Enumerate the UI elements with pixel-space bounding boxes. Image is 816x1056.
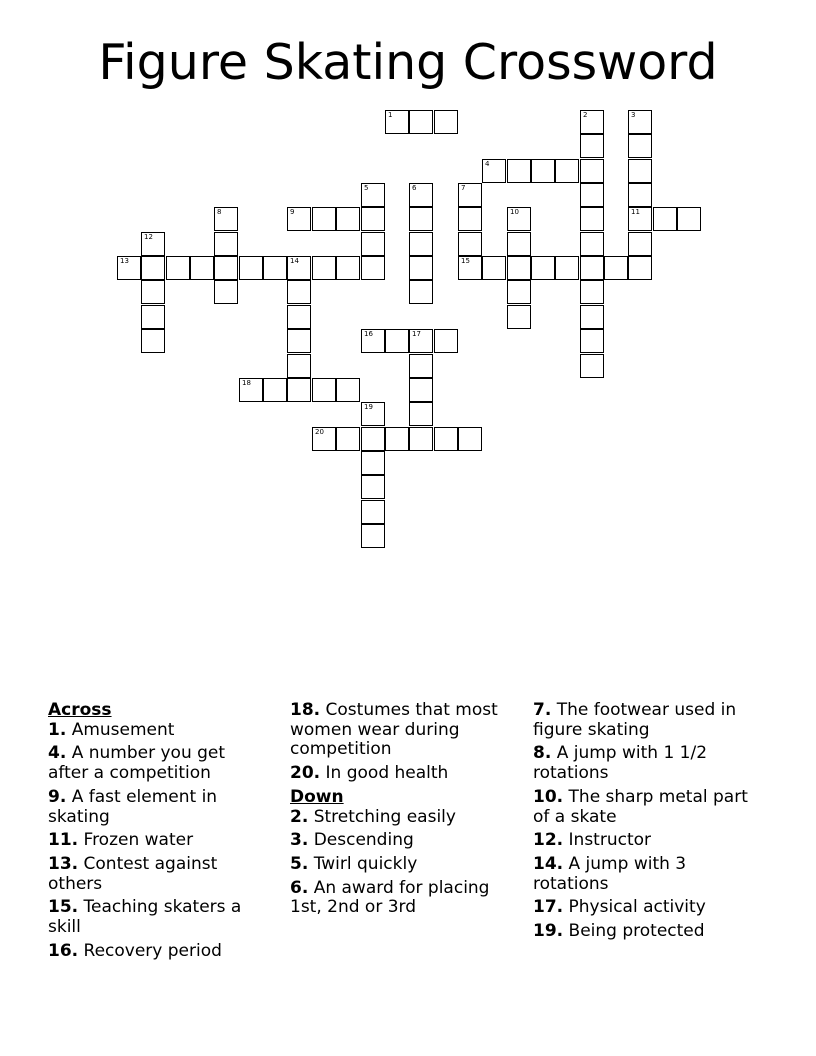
grid-cell[interactable] (458, 427, 482, 451)
clue-number: 16. (48, 940, 79, 961)
clue-across-1 (48, 721, 270, 741)
grid-cell[interactable] (677, 207, 701, 231)
clue-text: Physical activity (563, 897, 706, 918)
grid-cell[interactable] (361, 427, 385, 451)
puzzle-title: Figure Skating Crossword (98, 34, 718, 91)
grid-cell[interactable] (628, 134, 652, 158)
grid-cell[interactable] (580, 207, 604, 231)
clue-text: A jump with 3 rotations (533, 853, 687, 894)
grid-cell[interactable] (531, 159, 555, 183)
clue-number: 6. (290, 877, 309, 898)
cell-number: 18 (242, 379, 251, 387)
clue-across-20 (290, 764, 515, 784)
clue-down-7 (533, 701, 767, 740)
grid-cell[interactable] (580, 280, 604, 304)
grid-cell[interactable] (580, 134, 604, 158)
clue-number: 14. (533, 853, 564, 874)
clue-down-6 (290, 879, 515, 918)
grid-cell[interactable] (166, 256, 190, 280)
clue-across-13 (48, 855, 270, 894)
grid-cell[interactable] (336, 427, 360, 451)
clue-number: 5. (290, 853, 309, 874)
grid-cell[interactable] (628, 183, 652, 207)
grid-cell[interactable] (482, 159, 506, 183)
clue-across-16 (48, 942, 270, 962)
clue-number: 1. (48, 719, 67, 740)
grid-cell[interactable] (409, 280, 433, 304)
clue-across-18 (290, 701, 515, 760)
grid-cell[interactable] (653, 207, 677, 231)
grid-cell[interactable] (409, 256, 433, 280)
grid-cell[interactable] (580, 329, 604, 353)
grid-cell[interactable] (361, 524, 385, 548)
grid-cell[interactable] (312, 207, 336, 231)
cell-number: 20 (315, 428, 324, 436)
grid-cell[interactable] (409, 378, 433, 402)
grid-cell[interactable] (409, 232, 433, 256)
grid-cell[interactable] (409, 110, 433, 134)
clue-number: 4. (48, 743, 67, 764)
clue-text: The footwear used in figure skating (533, 700, 737, 740)
cell-number: 17 (412, 330, 421, 338)
grid-cell[interactable] (628, 159, 652, 183)
grid-cell[interactable] (287, 354, 311, 378)
clue-down-8 (533, 744, 767, 783)
clue-down-19 (533, 922, 767, 942)
clue-number: 13. (48, 853, 79, 874)
cell-number: 19 (364, 403, 373, 411)
grid-cell[interactable] (214, 207, 238, 231)
grid-cell[interactable] (580, 354, 604, 378)
grid-cell[interactable] (287, 329, 311, 353)
clue-number: 18. (290, 700, 321, 720)
grid-cell[interactable] (361, 451, 385, 475)
clue-down-17 (533, 898, 767, 918)
grid-cell[interactable] (580, 159, 604, 183)
grid-cell[interactable] (555, 159, 579, 183)
clue-text: Amusement (66, 719, 175, 740)
grid-cell[interactable] (287, 280, 311, 304)
grid-cell[interactable] (214, 256, 238, 280)
clue-text: Stretching easily (308, 806, 456, 827)
clue-across-9 (48, 788, 270, 827)
clue-text: An award for placing 1st, 2nd or 3rd (290, 877, 490, 918)
grid-cell[interactable] (604, 256, 628, 280)
grid-cell[interactable] (287, 378, 311, 402)
grid-cell[interactable] (190, 256, 214, 280)
cell-number: 1 (388, 111, 393, 119)
grid-cell[interactable] (287, 256, 311, 280)
clue-text: Instructor (563, 830, 652, 851)
clue-text: Twirl quickly (308, 853, 418, 874)
grid-cell[interactable] (385, 427, 409, 451)
grid-cell[interactable] (458, 183, 482, 207)
grid-cell[interactable] (409, 402, 433, 426)
clue-text: Costumes that most women wear during competition (290, 700, 498, 760)
clue-across-4 (48, 744, 270, 783)
clue-number: 15. (48, 897, 79, 918)
grid-cell[interactable] (312, 427, 336, 451)
grid-cell[interactable] (336, 256, 360, 280)
grid-cell[interactable] (263, 378, 287, 402)
clue-number: 17. (533, 897, 564, 918)
cell-number: 8 (217, 208, 222, 216)
cell-number: 6 (412, 184, 417, 192)
cell-number: 5 (364, 184, 369, 192)
grid-cell[interactable] (507, 305, 531, 329)
grid-cell[interactable] (141, 280, 165, 304)
grid-cell[interactable] (434, 427, 458, 451)
grid-cell[interactable] (239, 378, 263, 402)
cell-number: 7 (461, 184, 466, 192)
grid-cell[interactable] (336, 207, 360, 231)
cell-number: 4 (485, 160, 490, 168)
grid-cell[interactable] (287, 207, 311, 231)
clue-number: 10. (533, 786, 564, 807)
clue-down-12 (533, 831, 767, 851)
grid-cell[interactable] (409, 207, 433, 231)
clue-text: The sharp metal part of a skate (533, 786, 748, 827)
grid-cell[interactable] (361, 183, 385, 207)
clue-number: 8. (533, 743, 552, 764)
grid-cell[interactable] (385, 329, 409, 353)
grid-cell[interactable] (117, 256, 141, 280)
grid-cell[interactable] (482, 256, 506, 280)
cell-number: 9 (290, 208, 295, 216)
grid-cell[interactable] (580, 110, 604, 134)
grid-cell[interactable] (239, 256, 263, 280)
grid-cell[interactable] (336, 378, 360, 402)
grid-cell[interactable] (531, 256, 555, 280)
grid-cell[interactable] (361, 500, 385, 524)
grid-cell[interactable] (312, 256, 336, 280)
clues-column-3 (533, 701, 767, 946)
grid-cell[interactable] (287, 305, 311, 329)
clue-down-14 (533, 855, 767, 894)
grid-cell[interactable] (361, 475, 385, 499)
clue-text: A fast element in skating (48, 786, 218, 827)
clue-number: 20. (290, 763, 321, 784)
cell-number: 10 (510, 208, 519, 216)
grid-cell[interactable] (580, 256, 604, 280)
grid-cell[interactable] (141, 232, 165, 256)
clue-text: Frozen water (78, 830, 194, 851)
cell-number: 14 (290, 257, 299, 265)
clue-text: Teaching skaters a skill (48, 897, 242, 938)
clue-number: 3. (290, 830, 309, 851)
clue-number: 12. (533, 830, 564, 851)
grid-cell[interactable] (409, 329, 433, 353)
cell-number: 15 (461, 257, 470, 265)
grid-cell[interactable] (361, 256, 385, 280)
clue-across-11 (48, 831, 270, 851)
grid-cell[interactable] (434, 110, 458, 134)
cell-number: 13 (120, 257, 129, 265)
grid-cell[interactable] (458, 256, 482, 280)
grid-cell[interactable] (409, 427, 433, 451)
clue-text: Being protected (563, 921, 705, 942)
grid-cell[interactable] (507, 256, 531, 280)
grid-cell[interactable] (507, 232, 531, 256)
grid-cell[interactable] (580, 232, 604, 256)
cell-number: 12 (144, 233, 153, 241)
clue-down-10 (533, 788, 767, 827)
grid-cell[interactable] (361, 402, 385, 426)
grid-cell[interactable] (141, 256, 165, 280)
grid-cell[interactable] (434, 329, 458, 353)
grid-cell[interactable] (580, 305, 604, 329)
grid-cell[interactable] (628, 110, 652, 134)
grid-cell[interactable] (312, 378, 336, 402)
down-heading: Down (290, 786, 344, 807)
grid-cell[interactable] (361, 329, 385, 353)
grid-cell[interactable] (385, 110, 409, 134)
grid-cell[interactable] (580, 183, 604, 207)
grid-cell[interactable] (214, 280, 238, 304)
clue-number: 2. (290, 806, 309, 827)
clue-text: Descending (308, 830, 414, 851)
clue-text: A number you get after a competition (48, 743, 226, 784)
grid-cell[interactable] (409, 354, 433, 378)
grid-cell[interactable] (361, 232, 385, 256)
clue-number: 9. (48, 786, 67, 807)
clue-text: A jump with 1 1/2 rotations (533, 743, 708, 784)
grid-cell[interactable] (141, 329, 165, 353)
cell-number: 11 (631, 208, 640, 216)
cell-number: 2 (583, 111, 588, 119)
clues-column-2 (290, 701, 515, 922)
grid-cell[interactable] (628, 207, 652, 231)
clue-number: 19. (533, 921, 564, 942)
grid-cell[interactable] (141, 305, 165, 329)
grid-cell[interactable] (458, 232, 482, 256)
clue-number: 7. (533, 700, 552, 720)
clues-column-1 (48, 701, 270, 965)
grid-cell[interactable] (628, 232, 652, 256)
clue-text: Contest against others (48, 853, 218, 894)
grid-cell[interactable] (555, 256, 579, 280)
clue-down-2 (290, 808, 515, 828)
clue-down-3 (290, 831, 515, 851)
grid-cell[interactable] (628, 256, 652, 280)
grid-cell[interactable] (507, 207, 531, 231)
cell-number: 16 (364, 330, 373, 338)
grid-cell[interactable] (263, 256, 287, 280)
clue-down-5 (290, 855, 515, 875)
clue-text: In good health (320, 763, 449, 784)
grid-cell[interactable] (507, 159, 531, 183)
grid-cell[interactable] (507, 280, 531, 304)
grid-cell[interactable] (361, 207, 385, 231)
grid-cell[interactable] (214, 232, 238, 256)
across-heading: Across (48, 700, 112, 720)
cell-number: 3 (631, 111, 636, 119)
grid-cell[interactable] (458, 207, 482, 231)
clue-number: 11. (48, 830, 79, 851)
clue-across-15 (48, 898, 270, 937)
grid-cell[interactable] (409, 183, 433, 207)
clue-text: Recovery period (78, 940, 222, 961)
